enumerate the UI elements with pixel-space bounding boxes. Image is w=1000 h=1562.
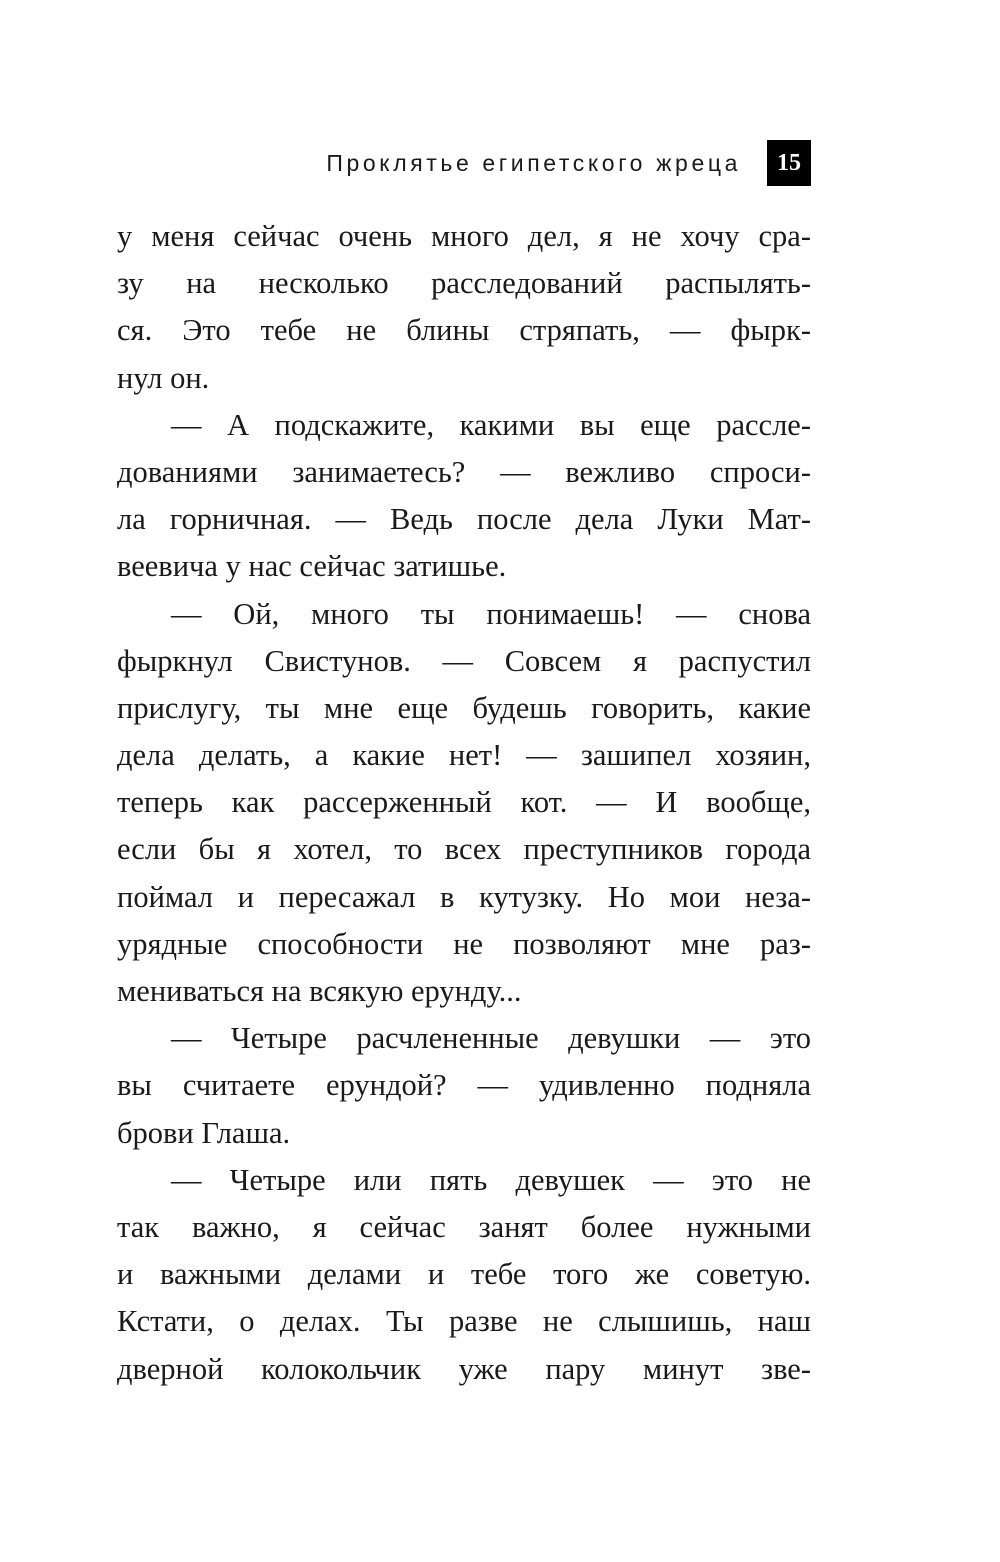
- text-line: фыркнул Свистунов. — Совсем я распустил: [117, 643, 811, 678]
- text-line: нул он.: [117, 360, 210, 395]
- text-line: ся. Это тебе не блины стряпать, — фырк-: [117, 313, 811, 348]
- running-title: Проклятье египетского жреца: [326, 150, 741, 176]
- text-line: и важными делами и тебе того же советую.: [117, 1257, 811, 1292]
- text-line: брови Глаша.: [117, 1115, 291, 1150]
- page-number: 15: [767, 140, 811, 186]
- text-line: так важно, я сейчас занят более нужными: [117, 1209, 811, 1244]
- text-line: веевича у нас сейчас затишье.: [117, 549, 507, 584]
- text-line: у меня сейчас очень много дел, я не хочу сра-: [117, 219, 811, 253]
- text-line: урядные способности не позволяют мне раз-: [117, 926, 811, 961]
- text-line: ла горничная. — Ведь после дела Луки Мат-: [117, 502, 811, 537]
- text-line: дованиями занимаетесь? — вежливо спроси-: [117, 454, 811, 489]
- text-line: мениваться на всякую ерунду...: [117, 974, 522, 1008]
- text-line: зу на несколько расследований распылять-: [117, 266, 811, 301]
- body-text: [117, 213, 811, 1393]
- text-line: — Четыре расчлененные девушки — это: [171, 1021, 811, 1056]
- text-line: Кстати, о делах. Ты разве не слышишь, наш: [117, 1304, 811, 1339]
- text-line: дверной колокольчик уже пару минут зве-: [117, 1351, 811, 1386]
- text-line: — Ой, много ты понимаешь! — снова: [171, 596, 811, 631]
- text-line: — Четыре или пять девушек — это не: [171, 1162, 811, 1197]
- text-line: теперь как рассерженный кот. — И вообще,: [117, 785, 811, 820]
- running-head: [117, 140, 811, 186]
- text-line: поймал и пересажал в кутузку. Но мои неза-: [117, 879, 811, 914]
- text-line: прислугу, ты мне еще будешь говорить, какие: [117, 690, 811, 725]
- text-line: дела делать, а какие нет! — зашипел хозяин,: [117, 738, 811, 773]
- text-line: вы считаете ерундой? — удивленно подняла: [117, 1068, 811, 1103]
- text-line: — А подскажите, какими вы еще рассле-: [171, 407, 811, 442]
- text-line: если бы я хотел, то всех преступников города: [117, 832, 811, 867]
